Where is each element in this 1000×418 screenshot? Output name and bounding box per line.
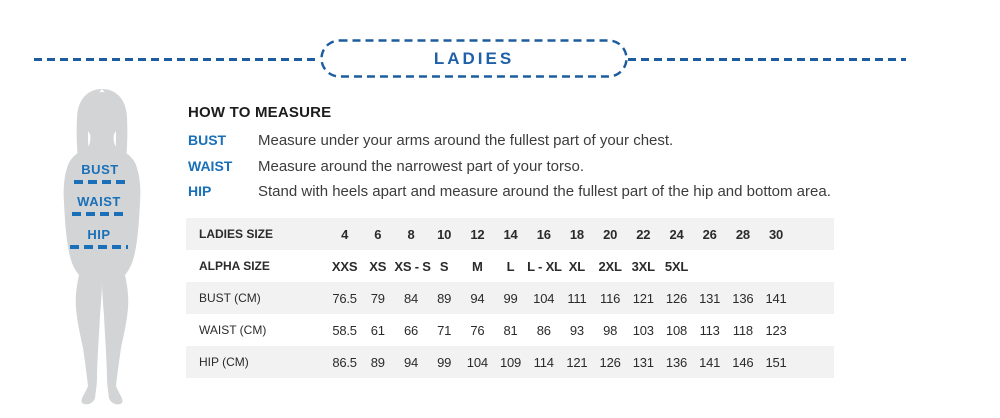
size-cell: XS - S <box>394 258 431 274</box>
table-row <box>186 346 834 378</box>
size-cell: XXS <box>331 258 358 274</box>
size-cell: 4 <box>341 226 349 242</box>
figure-measure-group <box>74 162 126 184</box>
figure-measure-label: WAIST <box>77 194 121 209</box>
size-cell: 113 <box>699 322 720 338</box>
size-cell: 118 <box>732 322 753 338</box>
section-title: LADIES <box>433 48 515 68</box>
size-cell: 131 <box>699 290 721 306</box>
size-cell: 123 <box>765 322 787 338</box>
size-cell: 79 <box>370 290 385 306</box>
size-cell: 18 <box>569 226 584 242</box>
row-label: ALPHA SIZE <box>199 259 270 273</box>
size-cell: 86.5 <box>332 354 357 370</box>
size-cell: 61 <box>370 322 385 338</box>
measure-term: BUST <box>188 132 227 148</box>
size-cell: 28 <box>735 226 750 242</box>
figure-measure-dash-line <box>72 212 126 216</box>
size-cell: 81 <box>503 322 518 338</box>
size-cell: 76.5 <box>332 290 357 306</box>
figure-measure-label: BUST <box>81 162 119 177</box>
female-silhouette-icon <box>30 86 180 416</box>
female-silhouette-figure <box>30 86 180 416</box>
size-cell: 98 <box>603 322 618 338</box>
row-label: BUST (CM) <box>199 291 261 305</box>
size-cell: 58.5 <box>332 322 357 338</box>
size-cell: 76 <box>470 322 485 338</box>
size-cell: 20 <box>603 226 618 242</box>
size-cell: 111 <box>567 290 587 306</box>
table-row <box>186 218 834 250</box>
size-cell: 16 <box>536 226 551 242</box>
size-cell: 84 <box>403 290 418 306</box>
size-cell: XL <box>568 258 586 274</box>
how-to-measure-list <box>188 128 878 205</box>
size-cell: 136 <box>732 290 754 306</box>
size-cell: 141 <box>765 290 787 306</box>
table-row <box>186 314 834 346</box>
size-cell: 89 <box>437 290 452 306</box>
table-row <box>186 282 834 314</box>
size-cell: 5XL <box>664 258 689 274</box>
size-cell: 126 <box>599 354 621 370</box>
size-cell: 94 <box>403 354 418 370</box>
table-row <box>186 250 834 282</box>
size-cell: 104 <box>466 354 488 370</box>
how-to-measure-section <box>188 104 878 205</box>
size-cell: 30 <box>769 226 784 242</box>
size-cell: 12 <box>470 226 485 242</box>
measure-description: Measure under your arms around the fullest part of your chest. <box>258 132 674 149</box>
size-cell: 26 <box>702 226 717 242</box>
size-cell: 8 <box>407 226 415 242</box>
size-cell: 66 <box>403 322 418 338</box>
size-cell: 109 <box>499 354 522 370</box>
size-cell: 141 <box>699 354 721 370</box>
size-cell: 131 <box>632 354 654 370</box>
size-cell: 108 <box>665 322 688 338</box>
figure-measure-label: HIP <box>87 227 111 242</box>
size-cell: 24 <box>669 226 684 242</box>
size-cell: 22 <box>636 226 651 242</box>
how-to-measure-item <box>188 154 878 180</box>
size-cell: M <box>472 258 483 274</box>
size-cell: 121 <box>632 290 654 306</box>
size-cell: XS <box>369 258 387 274</box>
row-label: HIP (CM) <box>199 355 249 369</box>
row-label: LADIES SIZE <box>199 227 274 241</box>
size-cell: 94 <box>470 290 485 306</box>
size-cell: 114 <box>533 354 554 370</box>
how-to-measure-item <box>188 128 878 154</box>
how-to-measure-item <box>188 179 878 205</box>
measure-description: Stand with heels apart and measure around the fullest part of the hip and bottom area. <box>258 183 831 200</box>
size-cell: 121 <box>566 354 588 370</box>
size-cell: 3XL <box>631 258 655 274</box>
figure-measure-dash-line <box>70 245 128 249</box>
size-cell: 146 <box>732 354 754 370</box>
section-title-capsule <box>320 39 628 78</box>
size-cell: 126 <box>665 290 688 306</box>
size-cell: 14 <box>503 226 518 242</box>
size-cell: 86 <box>536 322 551 338</box>
size-cell: 93 <box>569 322 584 338</box>
size-cell: 10 <box>437 226 452 242</box>
size-cell: 2XL <box>598 258 622 274</box>
header-dash-line-left <box>34 58 320 61</box>
figure-measure-dash-line <box>74 180 126 184</box>
size-cell: L <box>506 258 515 274</box>
how-to-measure-title: HOW TO MEASURE <box>188 104 332 121</box>
size-cell: 99 <box>437 354 452 370</box>
size-cell: 151 <box>765 354 787 370</box>
size-cell: L - XL <box>527 258 562 274</box>
measure-term: HIP <box>188 183 212 199</box>
size-cell: 89 <box>370 354 385 370</box>
figure-measure-group <box>70 227 128 249</box>
size-cell: 116 <box>600 290 621 306</box>
measure-description: Measure around the narrowest part of your torso. <box>258 157 585 175</box>
size-cell: 6 <box>374 226 382 242</box>
header-dash-line-right <box>628 58 906 61</box>
measure-term: WAIST <box>188 157 233 174</box>
size-cell: S <box>439 258 449 274</box>
size-cell: 103 <box>632 322 654 338</box>
size-cell: 136 <box>665 354 688 370</box>
figure-measure-group <box>72 194 126 216</box>
size-cell: 104 <box>533 290 555 306</box>
size-cell: 71 <box>437 322 452 338</box>
row-label: WAIST (CM) <box>199 323 267 337</box>
size-cell: 99 <box>503 290 518 306</box>
size-table <box>186 218 834 378</box>
